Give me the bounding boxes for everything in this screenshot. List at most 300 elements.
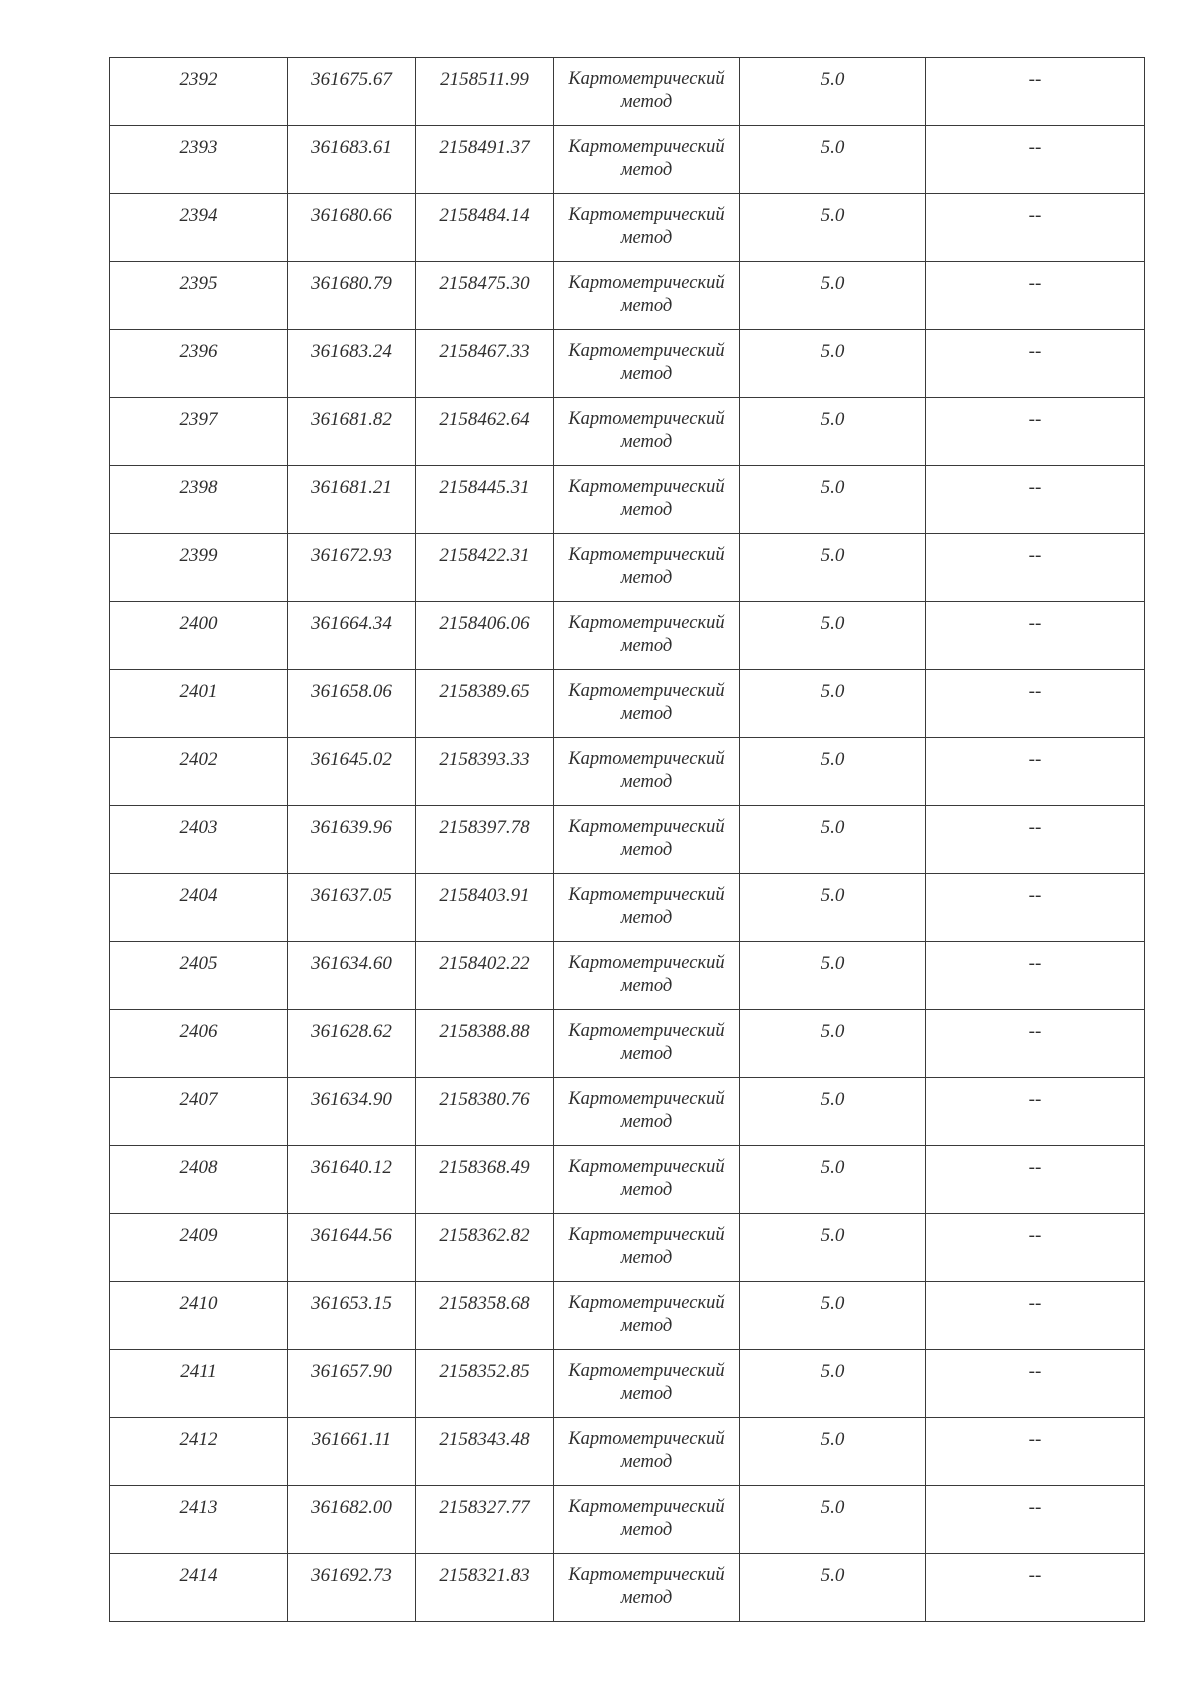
coordinate-y-text: 2158511.99 — [440, 69, 529, 90]
coordinate-y-cell — [416, 330, 554, 398]
coordinate-y-cell — [416, 262, 554, 330]
point-number-text: 2407 — [179, 1089, 218, 1110]
description-cell — [926, 126, 1145, 194]
coordinate-y-cell — [416, 1554, 554, 1622]
description-cell — [926, 262, 1145, 330]
accuracy-text: 5.0 — [820, 341, 845, 362]
description-cell — [926, 330, 1145, 398]
table-row — [110, 1554, 1145, 1622]
coordinate-x-text: 361664.34 — [311, 613, 392, 634]
coordinate-x-text: 361645.02 — [311, 749, 392, 770]
point-number-text: 2408 — [179, 1157, 218, 1178]
point-number-cell — [110, 1554, 288, 1622]
coordinate-x-cell — [288, 806, 416, 874]
accuracy-cell — [740, 194, 926, 262]
description-cell — [926, 1078, 1145, 1146]
coordinate-y-cell — [416, 738, 554, 806]
point-number-cell — [110, 806, 288, 874]
method-text — [554, 466, 739, 522]
method-line-1: Картометрический — [568, 817, 725, 837]
point-number-text: 2400 — [179, 613, 218, 634]
point-number-text: 2413 — [179, 1497, 218, 1518]
method-cell — [554, 1350, 740, 1418]
description-text: -- — [1028, 885, 1042, 906]
coordinate-x-cell — [288, 874, 416, 942]
accuracy-cell — [740, 1146, 926, 1214]
coordinate-y-text: 2158422.31 — [439, 545, 530, 566]
table-row — [110, 534, 1145, 602]
coordinate-x-cell — [288, 602, 416, 670]
table-row — [110, 602, 1145, 670]
description-text: -- — [1028, 1429, 1042, 1450]
coordinate-y-text: 2158406.06 — [439, 613, 530, 634]
method-line-2: метод — [620, 772, 673, 792]
coordinate-x-cell — [288, 1146, 416, 1214]
point-number-text: 2393 — [179, 137, 218, 158]
accuracy-text: 5.0 — [820, 953, 845, 974]
method-line-1: Картометрический — [568, 273, 725, 293]
coordinate-x-cell — [288, 330, 416, 398]
method-line-2: метод — [620, 1248, 673, 1268]
coordinate-y-text: 2158352.85 — [439, 1361, 530, 1382]
coordinate-y-cell — [416, 466, 554, 534]
point-number-text: 2403 — [179, 817, 218, 838]
coordinate-x-text: 361644.56 — [311, 1225, 392, 1246]
coordinate-x-text: 361680.66 — [311, 205, 392, 226]
method-line-1: Картометрический — [568, 1157, 725, 1177]
method-line-2: метод — [620, 92, 673, 112]
method-line-1: Картометрический — [568, 341, 725, 361]
point-number-text: 2399 — [179, 545, 218, 566]
coordinate-y-cell — [416, 194, 554, 262]
description-text: -- — [1028, 1293, 1042, 1314]
description-text: -- — [1028, 1089, 1042, 1110]
method-line-2: метод — [620, 840, 673, 860]
method-line-2: метод — [620, 1316, 673, 1336]
point-number-text: 2410 — [179, 1293, 218, 1314]
method-cell — [554, 1418, 740, 1486]
coordinate-x-cell — [288, 58, 416, 126]
point-number-text: 2404 — [179, 885, 218, 906]
method-cell — [554, 806, 740, 874]
description-cell — [926, 1282, 1145, 1350]
point-number-text: 2396 — [179, 341, 218, 362]
coordinate-x-text: 361661.11 — [311, 1429, 392, 1450]
method-text — [554, 1214, 739, 1270]
coordinate-y-cell — [416, 1418, 554, 1486]
point-number-text: 2409 — [179, 1225, 218, 1246]
table-row — [110, 398, 1145, 466]
method-line-1: Картометрический — [568, 477, 725, 497]
coordinate-y-text: 2158389.65 — [439, 681, 530, 702]
method-line-1: Картометрический — [568, 1497, 725, 1517]
coordinate-y-text: 2158484.14 — [439, 205, 530, 226]
method-text — [554, 330, 739, 386]
description-cell — [926, 1554, 1145, 1622]
method-cell — [554, 874, 740, 942]
coordinate-y-text: 2158397.78 — [439, 817, 530, 838]
coordinate-y-cell — [416, 398, 554, 466]
method-line-1: Картометрический — [568, 1293, 725, 1313]
coordinate-x-text: 361634.60 — [311, 953, 392, 974]
method-line-1: Картометрический — [568, 1565, 725, 1585]
accuracy-text: 5.0 — [820, 409, 845, 430]
coordinate-x-cell — [288, 738, 416, 806]
table-row — [110, 330, 1145, 398]
accuracy-cell — [740, 1282, 926, 1350]
point-number-cell — [110, 1214, 288, 1282]
method-line-1: Картометрический — [568, 409, 725, 429]
table-row — [110, 874, 1145, 942]
coordinate-y-cell — [416, 126, 554, 194]
method-text — [554, 1554, 739, 1610]
point-number-text: 2392 — [179, 69, 218, 90]
point-number-text: 2395 — [179, 273, 218, 294]
description-text: -- — [1028, 1497, 1042, 1518]
point-number-cell — [110, 330, 288, 398]
coordinate-y-text: 2158368.49 — [439, 1157, 530, 1178]
method-line-1: Картометрический — [568, 885, 725, 905]
accuracy-text: 5.0 — [820, 1429, 845, 1450]
point-number-cell — [110, 58, 288, 126]
coordinate-x-text: 361683.24 — [311, 341, 392, 362]
method-text — [554, 126, 739, 182]
coordinate-y-text: 2158358.68 — [439, 1293, 530, 1314]
table-row — [110, 126, 1145, 194]
method-text — [554, 1486, 739, 1542]
description-text: -- — [1028, 1565, 1042, 1586]
accuracy-text: 5.0 — [820, 613, 845, 634]
description-cell — [926, 1146, 1145, 1214]
method-line-1: Картометрический — [568, 1225, 725, 1245]
coordinate-x-text: 361683.61 — [311, 137, 392, 158]
description-cell — [926, 534, 1145, 602]
coordinate-x-text: 361675.67 — [311, 69, 392, 90]
method-line-1: Картометрический — [568, 1429, 725, 1449]
description-cell — [926, 738, 1145, 806]
point-number-text: 2402 — [179, 749, 218, 770]
accuracy-cell — [740, 262, 926, 330]
coordinate-y-cell — [416, 874, 554, 942]
coordinate-y-text: 2158343.48 — [439, 1429, 530, 1450]
method-line-2: метод — [620, 500, 673, 520]
accuracy-text: 5.0 — [820, 477, 845, 498]
coordinate-x-text: 361628.62 — [311, 1021, 392, 1042]
description-cell — [926, 806, 1145, 874]
method-cell — [554, 194, 740, 262]
description-cell — [926, 670, 1145, 738]
coordinate-x-cell — [288, 262, 416, 330]
method-text — [554, 602, 739, 658]
coordinate-x-text: 361681.82 — [311, 409, 392, 430]
accuracy-cell — [740, 1078, 926, 1146]
coordinate-y-cell — [416, 806, 554, 874]
point-number-cell — [110, 670, 288, 738]
coordinate-y-text: 2158362.82 — [439, 1225, 530, 1246]
accuracy-cell — [740, 1554, 926, 1622]
coordinate-x-cell — [288, 466, 416, 534]
description-text: -- — [1028, 137, 1042, 158]
method-line-2: метод — [620, 432, 673, 452]
method-line-2: метод — [620, 160, 673, 180]
point-number-cell — [110, 1350, 288, 1418]
accuracy-cell — [740, 534, 926, 602]
point-number-text: 2401 — [179, 681, 218, 702]
method-line-1: Картометрический — [568, 1021, 725, 1041]
coordinate-x-text: 361680.79 — [311, 273, 392, 294]
method-line-1: Картометрический — [568, 953, 725, 973]
method-text — [554, 194, 739, 250]
method-line-2: метод — [620, 636, 673, 656]
description-text: -- — [1028, 409, 1042, 430]
coordinate-y-text: 2158380.76 — [439, 1089, 530, 1110]
description-cell — [926, 194, 1145, 262]
method-text — [554, 670, 739, 726]
accuracy-cell — [740, 1214, 926, 1282]
coordinate-x-cell — [288, 1554, 416, 1622]
method-text — [554, 398, 739, 454]
table-row — [110, 942, 1145, 1010]
description-text: -- — [1028, 953, 1042, 974]
accuracy-cell — [740, 1486, 926, 1554]
coordinate-y-cell — [416, 1078, 554, 1146]
accuracy-text: 5.0 — [820, 885, 845, 906]
method-text — [554, 1078, 739, 1134]
coordinate-y-text: 2158403.91 — [439, 885, 530, 906]
method-cell — [554, 942, 740, 1010]
method-text — [554, 262, 739, 318]
accuracy-text: 5.0 — [820, 205, 845, 226]
table-row — [110, 670, 1145, 738]
description-text: -- — [1028, 681, 1042, 702]
accuracy-text: 5.0 — [820, 69, 845, 90]
description-cell — [926, 874, 1145, 942]
method-line-2: метод — [620, 296, 673, 316]
coordinate-x-text: 361681.21 — [311, 477, 392, 498]
description-text: -- — [1028, 1157, 1042, 1178]
method-line-2: метод — [620, 1520, 673, 1540]
coordinate-y-cell — [416, 1214, 554, 1282]
coordinate-y-text: 2158491.37 — [439, 137, 530, 158]
method-line-2: метод — [620, 228, 673, 248]
coordinate-y-cell — [416, 1282, 554, 1350]
method-line-2: метод — [620, 1044, 673, 1064]
coordinate-x-cell — [288, 534, 416, 602]
coordinate-y-text: 2158393.33 — [439, 749, 530, 770]
coordinate-y-cell — [416, 534, 554, 602]
method-text — [554, 942, 739, 998]
accuracy-cell — [740, 602, 926, 670]
coordinate-x-cell — [288, 194, 416, 262]
coordinate-y-text: 2158445.31 — [439, 477, 530, 498]
point-number-cell — [110, 602, 288, 670]
coordinate-y-cell — [416, 1350, 554, 1418]
point-number-cell — [110, 194, 288, 262]
method-line-1: Картометрический — [568, 69, 725, 89]
description-text: -- — [1028, 477, 1042, 498]
point-number-cell — [110, 1078, 288, 1146]
coordinate-x-text: 361672.93 — [311, 545, 392, 566]
coordinate-y-text: 2158388.88 — [439, 1021, 530, 1042]
method-cell — [554, 398, 740, 466]
method-cell — [554, 1486, 740, 1554]
coordinate-x-cell — [288, 398, 416, 466]
accuracy-cell — [740, 670, 926, 738]
description-cell — [926, 1010, 1145, 1078]
table-row — [110, 806, 1145, 874]
accuracy-cell — [740, 330, 926, 398]
table-row — [110, 1010, 1145, 1078]
method-text — [554, 1418, 739, 1474]
table-row — [110, 1486, 1145, 1554]
point-number-cell — [110, 534, 288, 602]
coordinate-x-cell — [288, 126, 416, 194]
method-cell — [554, 1010, 740, 1078]
description-text: -- — [1028, 545, 1042, 566]
accuracy-text: 5.0 — [820, 1157, 845, 1178]
method-text — [554, 1146, 739, 1202]
method-line-2: метод — [620, 364, 673, 384]
accuracy-text: 5.0 — [820, 137, 845, 158]
point-number-text: 2405 — [179, 953, 218, 974]
table-row — [110, 1282, 1145, 1350]
coordinates-table-body — [110, 58, 1145, 1622]
coordinate-x-text: 361653.15 — [311, 1293, 392, 1314]
point-number-text: 2414 — [179, 1565, 218, 1586]
accuracy-text: 5.0 — [820, 1497, 845, 1518]
method-text — [554, 738, 739, 794]
method-cell — [554, 602, 740, 670]
description-text: -- — [1028, 1225, 1042, 1246]
description-cell — [926, 1214, 1145, 1282]
description-cell — [926, 58, 1145, 126]
method-cell — [554, 1554, 740, 1622]
method-line-1: Картометрический — [568, 613, 725, 633]
method-line-1: Картометрический — [568, 205, 725, 225]
method-cell — [554, 534, 740, 602]
method-cell — [554, 670, 740, 738]
coordinate-x-text: 361692.73 — [311, 1565, 392, 1586]
point-number-cell — [110, 942, 288, 1010]
method-cell — [554, 466, 740, 534]
method-text — [554, 806, 739, 862]
coordinate-x-text: 361637.05 — [311, 885, 392, 906]
method-line-2: метод — [620, 1588, 673, 1608]
method-cell — [554, 738, 740, 806]
accuracy-text: 5.0 — [820, 817, 845, 838]
accuracy-text: 5.0 — [820, 681, 845, 702]
accuracy-text: 5.0 — [820, 1361, 845, 1382]
point-number-cell — [110, 1282, 288, 1350]
coordinate-x-cell — [288, 670, 416, 738]
coordinate-x-text: 361634.90 — [311, 1089, 392, 1110]
table-row — [110, 1214, 1145, 1282]
coordinate-y-text: 2158402.22 — [439, 953, 530, 974]
accuracy-text: 5.0 — [820, 1565, 845, 1586]
description-text: -- — [1028, 1021, 1042, 1042]
method-line-2: метод — [620, 1384, 673, 1404]
coordinate-x-cell — [288, 1486, 416, 1554]
description-cell — [926, 1418, 1145, 1486]
method-line-2: метод — [620, 1180, 673, 1200]
point-number-text: 2397 — [179, 409, 218, 430]
coordinate-y-cell — [416, 602, 554, 670]
coordinate-x-text: 361640.12 — [311, 1157, 392, 1178]
coordinate-x-text: 361658.06 — [311, 681, 392, 702]
coordinate-y-text: 2158467.33 — [439, 341, 530, 362]
coordinate-x-cell — [288, 1078, 416, 1146]
method-cell — [554, 1078, 740, 1146]
description-text: -- — [1028, 69, 1042, 90]
accuracy-cell — [740, 874, 926, 942]
coordinate-y-cell — [416, 1486, 554, 1554]
point-number-cell — [110, 262, 288, 330]
point-number-text: 2398 — [179, 477, 218, 498]
point-number-cell — [110, 738, 288, 806]
description-text: -- — [1028, 273, 1042, 294]
coordinate-y-cell — [416, 58, 554, 126]
method-cell — [554, 126, 740, 194]
accuracy-cell — [740, 58, 926, 126]
accuracy-text: 5.0 — [820, 273, 845, 294]
method-text — [554, 1282, 739, 1338]
description-cell — [926, 1486, 1145, 1554]
point-number-cell — [110, 874, 288, 942]
accuracy-text: 5.0 — [820, 749, 845, 770]
point-number-cell — [110, 398, 288, 466]
coordinate-x-text: 361682.00 — [311, 1497, 392, 1518]
method-line-2: метод — [620, 1452, 673, 1472]
description-cell — [926, 466, 1145, 534]
method-text — [554, 1350, 739, 1406]
coordinate-y-text: 2158462.64 — [439, 409, 530, 430]
method-cell — [554, 262, 740, 330]
method-line-2: метод — [620, 976, 673, 996]
method-line-1: Картометрический — [568, 1089, 725, 1109]
method-line-1: Картометрический — [568, 545, 725, 565]
accuracy-text: 5.0 — [820, 1021, 845, 1042]
method-line-1: Картометрический — [568, 749, 725, 769]
method-cell — [554, 1282, 740, 1350]
description-text: -- — [1028, 205, 1042, 226]
coordinate-x-text: 361657.90 — [311, 1361, 392, 1382]
coordinate-x-cell — [288, 942, 416, 1010]
point-number-text: 2412 — [179, 1429, 218, 1450]
accuracy-cell — [740, 466, 926, 534]
description-cell — [926, 1350, 1145, 1418]
method-cell — [554, 58, 740, 126]
description-text: -- — [1028, 817, 1042, 838]
coordinate-x-text: 361639.96 — [311, 817, 392, 838]
method-line-2: метод — [620, 704, 673, 724]
description-text: -- — [1028, 1361, 1042, 1382]
accuracy-cell — [740, 126, 926, 194]
coordinate-y-text: 2158327.77 — [439, 1497, 530, 1518]
accuracy-text: 5.0 — [820, 1225, 845, 1246]
method-line-2: метод — [620, 1112, 673, 1132]
method-cell — [554, 330, 740, 398]
accuracy-cell — [740, 806, 926, 874]
point-number-cell — [110, 1146, 288, 1214]
table-row — [110, 58, 1145, 126]
point-number-cell — [110, 126, 288, 194]
coordinate-x-cell — [288, 1350, 416, 1418]
coordinate-y-cell — [416, 942, 554, 1010]
table-row — [110, 738, 1145, 806]
accuracy-cell — [740, 738, 926, 806]
table-row — [110, 1146, 1145, 1214]
method-text — [554, 534, 739, 590]
